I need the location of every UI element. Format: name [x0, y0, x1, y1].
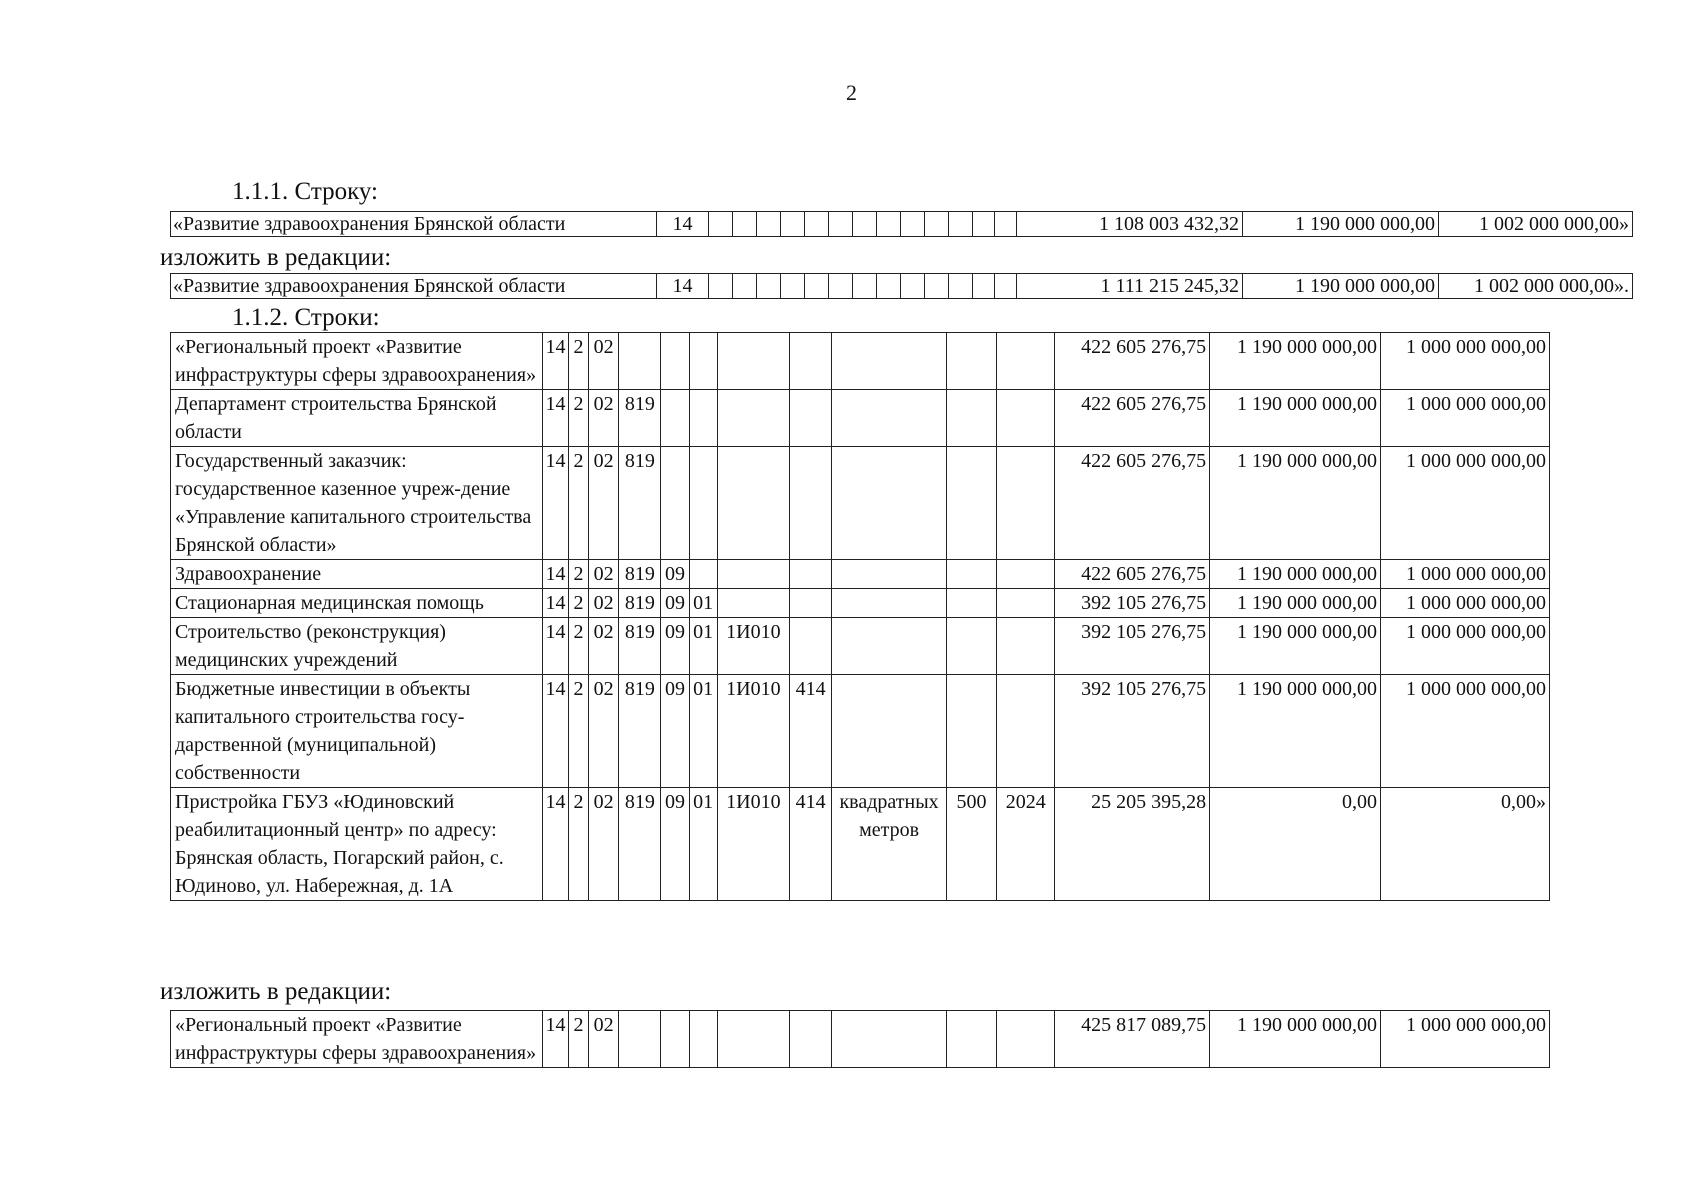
row-code-cell: 01	[689, 618, 717, 675]
row-code-cell: 819	[619, 560, 661, 589]
section-2-heading: 1.1.2. Строки:	[232, 304, 380, 331]
row-value-cell: 422 605 276,75	[1055, 447, 1210, 560]
row-code-cell: 14	[542, 788, 568, 901]
redaction-heading-1: изложить в редакции:	[160, 244, 392, 271]
row-code-cell	[832, 675, 947, 788]
row-code-cell: 2	[569, 618, 589, 675]
row-value-cell: 1 000 000 000,00	[1381, 390, 1550, 447]
row-code-cell: 02	[589, 1011, 619, 1068]
row-code-cell: 02	[589, 589, 619, 618]
row-code-cell: 414	[790, 675, 832, 788]
row-value-cell: 0,00	[1210, 788, 1381, 901]
row-name-cell: Здравоохранение	[171, 560, 543, 589]
row-code-cell	[790, 618, 832, 675]
row-code-cell	[717, 333, 789, 390]
new-line-value-1: 1 111 215 245,32	[1017, 274, 1243, 299]
row-code-cell: 819	[619, 675, 661, 788]
row-code-cell: 14	[542, 618, 568, 675]
table-row	[171, 560, 1550, 589]
old-line-value-2: 1 190 000 000,00	[1243, 212, 1439, 237]
row-value-cell: 392 105 276,75	[1055, 589, 1210, 618]
row-code-cell	[661, 333, 689, 390]
row-code-cell	[717, 589, 789, 618]
row-name-cell: «Региональный проект «Развитие инфраструктуры сферы здравоохранения»	[171, 333, 543, 390]
row-code-cell	[661, 447, 689, 560]
table-row	[171, 447, 1550, 560]
row-code-cell: 02	[589, 675, 619, 788]
row-code-cell	[832, 390, 947, 447]
row-code-cell: 09	[661, 560, 689, 589]
row-code-cell	[790, 390, 832, 447]
row-code-cell: 02	[589, 390, 619, 447]
row-name-cell: Пристройка ГБУЗ «Юдиновский реабилитационный центр» по адресу: Брянская область, Погарский район, с. Юдиново, ул. Набережная, д. 1А	[171, 788, 543, 901]
old-line-table	[170, 211, 1633, 237]
row-code-cell: 2024	[997, 788, 1055, 901]
row-value-cell: 1 190 000 000,00	[1210, 390, 1381, 447]
row-value-cell: 1 000 000 000,00	[1381, 333, 1550, 390]
row-code-cell	[997, 618, 1055, 675]
row-code-cell	[689, 1011, 717, 1068]
row-value-cell: 0,00»	[1381, 788, 1550, 901]
row-code-cell	[832, 1011, 947, 1068]
row-code-cell: 02	[589, 788, 619, 901]
row-code-cell	[832, 589, 947, 618]
row-code-cell: 09	[661, 788, 689, 901]
row-code-cell	[717, 560, 789, 589]
row-code-cell	[717, 447, 789, 560]
row-name-cell: Бюджетные инвестиции в объекты капитального строительства госу-дарственной (муниципальной) собственности	[171, 675, 543, 788]
row-code-cell: 819	[619, 788, 661, 901]
row-value-cell: 1 000 000 000,00	[1381, 1011, 1550, 1068]
row-code-cell	[689, 333, 717, 390]
row-code-cell: 02	[589, 333, 619, 390]
row-code-cell	[717, 1011, 789, 1068]
row-code-cell	[997, 390, 1055, 447]
row-code-cell: 14	[542, 589, 568, 618]
rows-table	[170, 332, 1550, 901]
row-code-cell: 414	[790, 788, 832, 901]
row-value-cell: 1 190 000 000,00	[1210, 1011, 1381, 1068]
row-code-cell: 14	[542, 390, 568, 447]
row-value-cell: 392 105 276,75	[1055, 618, 1210, 675]
row-value-cell: 422 605 276,75	[1055, 560, 1210, 589]
row-code-cell: квадратных метров	[832, 788, 947, 901]
row-name-cell: Стационарная медицинская помощь	[171, 589, 543, 618]
section-1-heading: 1.1.1. Строку:	[232, 178, 378, 205]
row-value-cell: 1 190 000 000,00	[1210, 675, 1381, 788]
row-code-cell	[946, 390, 996, 447]
row-value-cell: 422 605 276,75	[1055, 333, 1210, 390]
row-code-cell	[997, 560, 1055, 589]
row-code-cell: 01	[689, 589, 717, 618]
row-value-cell: 1 190 000 000,00	[1210, 333, 1381, 390]
row-code-cell	[619, 333, 661, 390]
row-code-cell	[790, 447, 832, 560]
row-code-cell: 02	[589, 447, 619, 560]
row-code-cell: 1И010	[717, 675, 789, 788]
old-line-value-1: 1 108 003 432,32	[1017, 212, 1243, 237]
table-row	[171, 1011, 1550, 1068]
new-line-name: «Развитие здравоохранения Брянской области	[171, 274, 657, 299]
row-code-cell: 2	[569, 675, 589, 788]
new-line-value-3: 1 002 000 000,00».	[1439, 274, 1633, 299]
page-number: 2	[846, 80, 857, 105]
row-value-cell: 1 000 000 000,00	[1381, 560, 1550, 589]
row-value-cell: 1 190 000 000,00	[1210, 447, 1381, 560]
row-code-cell	[790, 589, 832, 618]
row-code-cell	[832, 447, 947, 560]
row-code-cell: 819	[619, 390, 661, 447]
row-name-cell: «Региональный проект «Развитие инфраструктуры сферы здравоохранения»	[171, 1011, 543, 1068]
table-row	[171, 788, 1550, 901]
row-code-cell	[661, 1011, 689, 1068]
old-line-name: «Развитие здравоохранения Брянской области	[171, 212, 657, 237]
row-code-cell	[689, 390, 717, 447]
row-value-cell: 425 817 089,75	[1055, 1011, 1210, 1068]
new-line-code: 14	[657, 274, 709, 299]
row-name-cell: Государственный заказчик: государственное казенное учреж-дение «Управление капитального строительства Брянской области»	[171, 447, 543, 560]
row-code-cell	[661, 390, 689, 447]
row-code-cell: 819	[619, 447, 661, 560]
row-code-cell	[832, 560, 947, 589]
row-code-cell: 01	[689, 788, 717, 901]
row-code-cell: 819	[619, 618, 661, 675]
row-code-cell: 2	[569, 447, 589, 560]
row-code-cell	[946, 1011, 996, 1068]
row-code-cell: 1И010	[717, 618, 789, 675]
row-code-cell	[997, 1011, 1055, 1068]
row-code-cell	[790, 560, 832, 589]
row-value-cell: 25 205 395,28	[1055, 788, 1210, 901]
row-code-cell	[689, 447, 717, 560]
row-code-cell	[717, 390, 789, 447]
row-code-cell: 1И010	[717, 788, 789, 901]
row-value-cell: 1 000 000 000,00	[1381, 589, 1550, 618]
old-line-code: 14	[657, 212, 709, 237]
row-code-cell: 14	[542, 1011, 568, 1068]
row-code-cell: 02	[589, 618, 619, 675]
row-value-cell: 1 190 000 000,00	[1210, 589, 1381, 618]
row-code-cell	[997, 675, 1055, 788]
row-code-cell	[790, 333, 832, 390]
row-name-cell: Строительство (реконструкция) медицинских учреждений	[171, 618, 543, 675]
row-code-cell	[832, 333, 947, 390]
row-code-cell	[946, 447, 996, 560]
row-value-cell: 422 605 276,75	[1055, 390, 1210, 447]
row-code-cell	[832, 618, 947, 675]
new-line-row	[171, 274, 1633, 299]
old-line-value-3: 1 002 000 000,00»	[1439, 212, 1633, 237]
row-code-cell: 2	[569, 788, 589, 901]
row-code-cell: 02	[589, 560, 619, 589]
row-code-cell: 01	[689, 675, 717, 788]
row-code-cell: 2	[569, 1011, 589, 1068]
row-code-cell: 2	[569, 333, 589, 390]
row-code-cell: 09	[661, 675, 689, 788]
row-value-cell: 1 000 000 000,00	[1381, 675, 1550, 788]
row-code-cell	[997, 447, 1055, 560]
row-code-cell	[946, 333, 996, 390]
row-value-cell: 392 105 276,75	[1055, 675, 1210, 788]
row-code-cell: 2	[569, 560, 589, 589]
row-code-cell: 09	[661, 618, 689, 675]
row-code-cell	[689, 560, 717, 589]
table-row	[171, 589, 1550, 618]
row-code-cell	[946, 675, 996, 788]
row-code-cell: 500	[946, 788, 996, 901]
row-code-cell	[997, 589, 1055, 618]
row-code-cell	[946, 618, 996, 675]
new-line-table	[170, 273, 1633, 299]
row-value-cell: 1 190 000 000,00	[1210, 618, 1381, 675]
row-value-cell: 1 000 000 000,00	[1381, 447, 1550, 560]
row-code-cell: 14	[542, 447, 568, 560]
row-code-cell: 2	[569, 390, 589, 447]
row-value-cell: 1 190 000 000,00	[1210, 560, 1381, 589]
row-code-cell: 14	[542, 333, 568, 390]
row-code-cell	[619, 1011, 661, 1068]
table-row	[171, 675, 1550, 788]
row-code-cell	[946, 589, 996, 618]
old-line-row	[171, 212, 1633, 237]
table-row	[171, 333, 1550, 390]
redaction-heading-2: изложить в редакции:	[160, 978, 392, 1005]
row-code-cell	[997, 333, 1055, 390]
row-code-cell: 2	[569, 589, 589, 618]
row-code-cell	[790, 1011, 832, 1068]
new-line-value-2: 1 190 000 000,00	[1243, 274, 1439, 299]
row-name-cell: Департамент строительства Брянской области	[171, 390, 543, 447]
row-code-cell: 14	[542, 560, 568, 589]
new-rows-table	[170, 1010, 1550, 1068]
row-code-cell	[946, 560, 996, 589]
row-code-cell: 819	[619, 589, 661, 618]
table-row	[171, 390, 1550, 447]
row-code-cell: 14	[542, 675, 568, 788]
table-row	[171, 618, 1550, 675]
row-code-cell: 09	[661, 589, 689, 618]
row-value-cell: 1 000 000 000,00	[1381, 618, 1550, 675]
